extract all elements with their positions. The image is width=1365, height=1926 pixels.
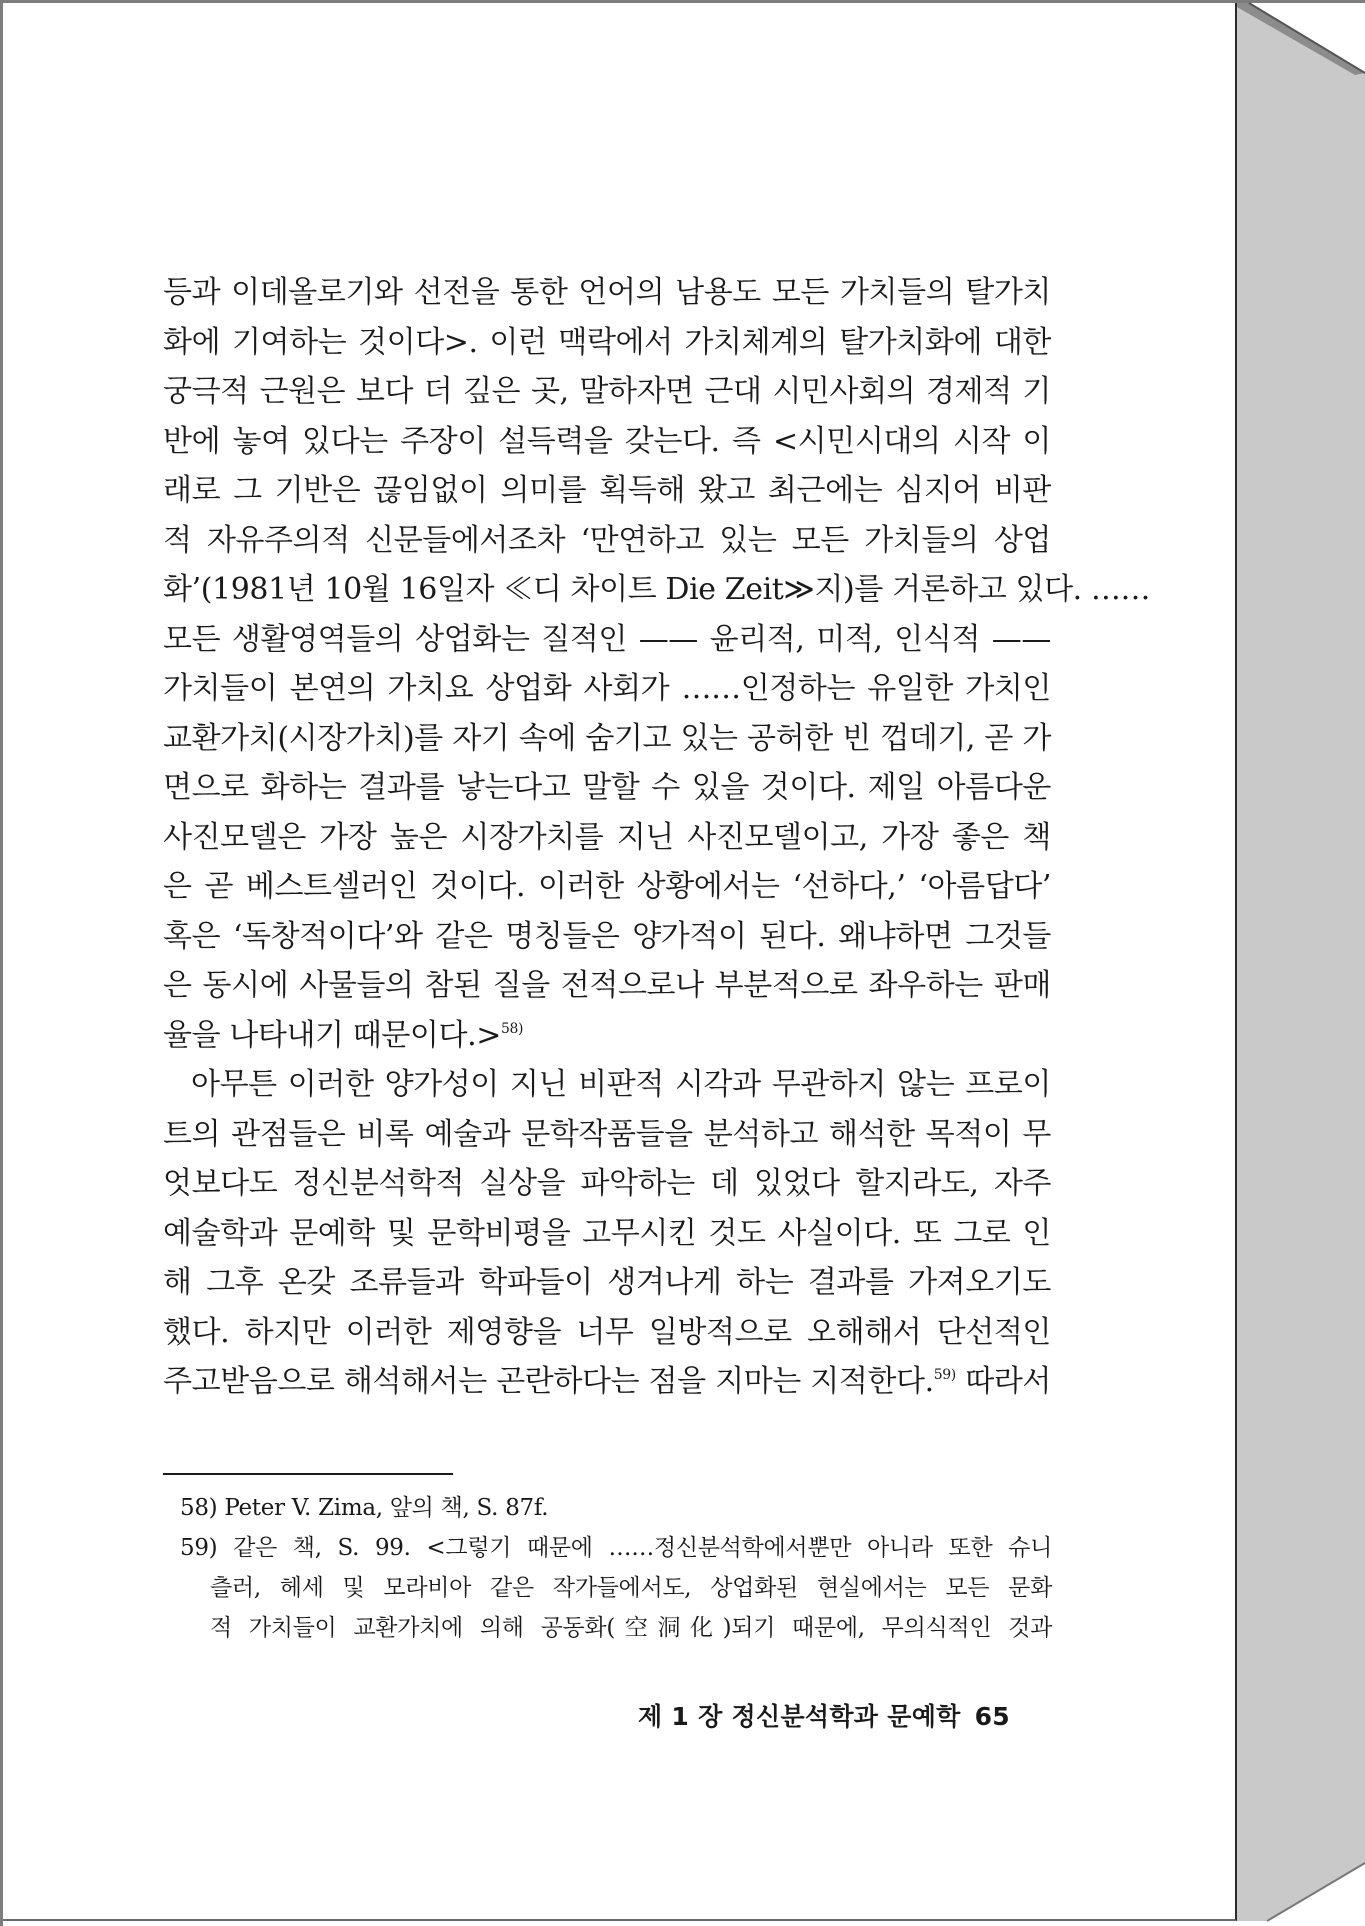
footnote-ref-58: 58) [500, 1020, 524, 1037]
text-line [163, 1357, 1051, 1407]
text-line: 래로 그 기반은 끊임없이 의미를 획득해 왔고 최근에는 심지어 비판 [163, 473, 1051, 508]
text-line: 은 곧 베스트셀러인 것이다. 이러한 상황에서는 ‘선하다,’ ‘아름답다’ [163, 869, 1051, 904]
text-line [163, 1011, 1051, 1061]
text-line-content: 율을 나타내기 때문이다.> [163, 1017, 501, 1053]
text-line: 예술학과 문예학 및 문학비평을 고무시킨 것도 사실이다. 또 그로 인 [163, 1215, 1051, 1251]
text-line: 면으로 화하는 결과를 낳는다고 말할 수 있을 것이다. 제일 아름다운 [163, 770, 1051, 805]
text-line: 모든 생활영역들의 상업화는 질적인 —— 윤리적, 미적, 인식적 —— [163, 621, 1051, 657]
text-line: 화’(1981년 10월 16일자 ≪디 차이트 Die Zeit≫지)를 거론하고 있다. …… [163, 572, 1151, 607]
text-line: 화에 기여하는 것이다>. 이런 맥락에서 가치체계의 탈가치화에 대한 [163, 324, 1051, 360]
text-line: 궁극적 근원은 보다 더 깊은 곳, 말하자면 근대 시민사회의 경제적 기 [163, 374, 1051, 409]
text-line: 사진모델은 가장 높은 시장가치를 지닌 사진모델이고, 가장 좋은 책 [163, 819, 1051, 855]
text-line: 은 동시에 사물들의 참된 질을 전적으로나 부분적으로 좌우하는 판매 [163, 968, 1051, 1003]
footnote-58: 58) Peter V. Zima, 앞의 책, S. 87f. [180, 1495, 549, 1521]
text-line-tail: 따라서 [965, 1364, 1051, 1399]
footnote-59-line: 츨러, 헤세 및 모라비아 같은 작가들에서도, 상업화된 현실에서는 모든 문화 [210, 1575, 1052, 1601]
running-footer [638, 1697, 1010, 1733]
text-line: 트의 관점들은 비록 예술과 문학작품들을 분석하고 해석한 목적이 무 [163, 1116, 1051, 1152]
text-line-content: 주고받음으로 해석해서는 곤란하다는 점을 지마는 지적한다. [163, 1364, 934, 1399]
chapter-title: 제 1 장 정신분석학과 문예학 [637, 1702, 961, 1731]
text-line: 적 자유주의적 신문들에서조차 ‘만연하고 있는 모든 가치들의 상업 [163, 522, 1051, 558]
footnote-59-line: 적 가치들이 교환가치에 의해 공동화(空洞化)되기 때문에, 무의식적인 것과 [210, 1615, 1052, 1641]
footnotes [180, 1488, 1052, 1648]
page-number: 65 [974, 1702, 1010, 1731]
page-stack-side [1237, 3, 1365, 1921]
text-line: 아무튼 이러한 양가성이 지닌 비판적 시각과 무관하지 않는 프로이 [191, 1067, 1051, 1102]
text-line: 혹은 ‘독창적이다’와 같은 명칭들은 양가적이 된다. 왜냐하면 그것들 [163, 918, 1051, 954]
text-line: 등과 이데올로기와 선전을 통한 언어의 남용도 모든 가치들의 탈가치 [163, 275, 1051, 310]
text-line: 교환가치(시장가치)를 자기 속에 숨기고 있는 공허한 빈 껍데기, 곧 가 [163, 720, 1051, 756]
text-line: 엇보다도 정신분석학적 실상을 파악하는 데 있었다 할지라도, 자주 [163, 1166, 1051, 1201]
footnote-divider [163, 1473, 453, 1475]
text-line: 반에 놓여 있다는 주장이 설득력을 갖는다. 즉 <시민시대의 시작 이 [163, 423, 1051, 459]
body-text [163, 268, 1151, 1407]
footnote-59-line: 59) 같은 책, S. 99. <그렇기 때문에 ……정신분석학에서뿐만 아니라 또한 슈니 [180, 1535, 1052, 1561]
book-page-edge [1237, 3, 1365, 1921]
text-line: 가치들이 본연의 가치요 상업화 사회가 ……인정하는 유일한 가치인 [163, 671, 1051, 706]
footnote-ref-59: 59) [933, 1367, 956, 1383]
text-line: 했다. 하지만 이러한 제영향을 너무 일방적으로 오해해서 단선적인 [163, 1314, 1051, 1350]
text-line: 해 그후 온갖 조류들과 학파들이 생겨나게 하는 결과를 가져오기도 [163, 1265, 1051, 1300]
